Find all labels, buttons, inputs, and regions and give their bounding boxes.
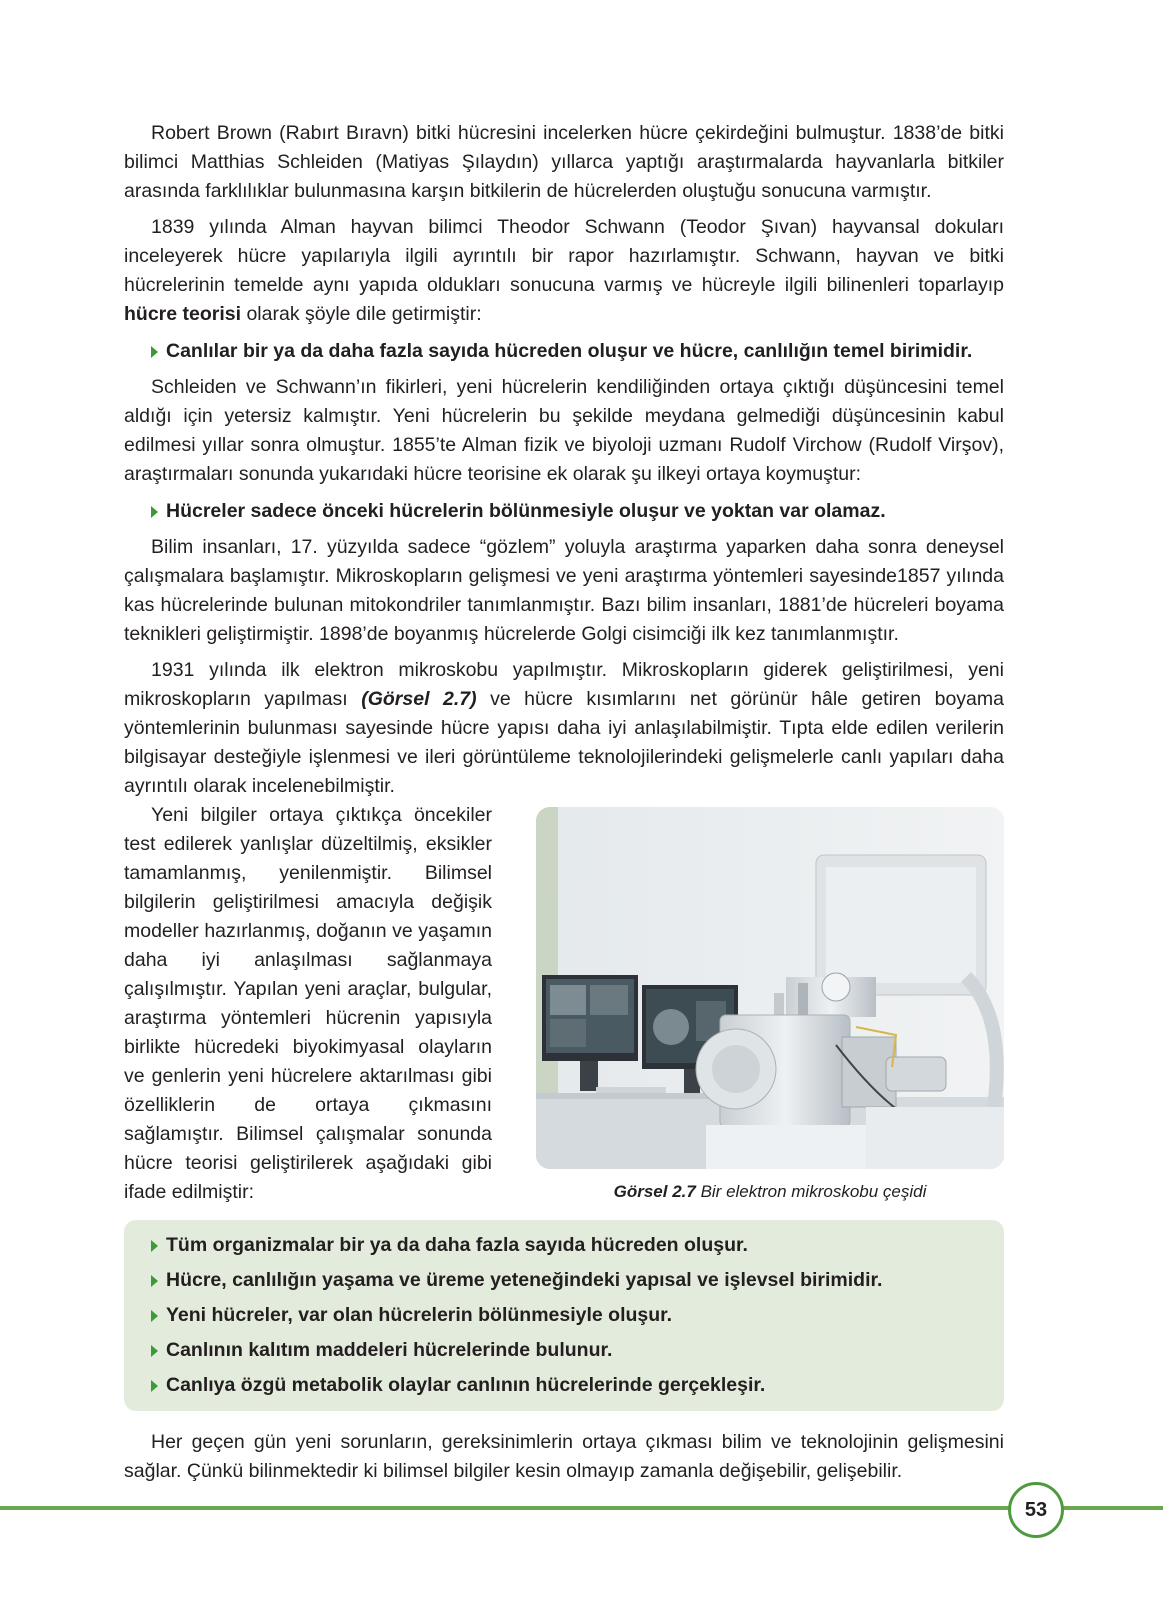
theory-bullet-1: Canlılar bir ya da daha fazla sayıda hücreden oluşur ve hücre, canlılığın temel birimidir. [151,337,1004,366]
box-bullet: Hücre, canlılığın yaşama ve üreme yeteneğindeki yapısal ve işlevsel birimidir. [151,1266,984,1295]
theory-bullet-2: Hücreler sadece önceki hücrelerin bölünmesiyle oluşur ve yoktan var olamaz. [151,497,1004,526]
figure-2-7 [536,807,1004,1206]
page-body [124,119,1004,1486]
box-bullet: Yeni hücreler, var olan hücrelerin bölünmesiyle oluşur. [151,1301,984,1330]
microscope-illustration [536,807,1004,1169]
box-bullet: Tüm organizmalar bir ya da daha fazla sayıda hücreden oluşur. [151,1231,984,1260]
box-bullet: Canlının kalıtım maddeleri hücrelerinde bulunur. [151,1336,984,1365]
arrow-right-icon [151,506,158,518]
figure-reference: (Görsel 2.7) [361,688,477,710]
arrow-right-icon [151,1345,158,1357]
arrow-right-icon [151,346,158,358]
footer-rule [0,1506,1163,1510]
arrow-right-icon [151,1275,158,1287]
paragraph-new-knowledge: Yeni bilgiler ortaya çıktıkça öncekiler test edilerek yanlışlar düzeltilmiş, eksikler tamamlanmış, yenilenmiştir. Bilimsel bilgilerin geliştirilmesi amacıyla değişik modeller hazırlanmış, doğanın ve yaşamın daha iyi anlaşılması sağlanmaya çalışılmıştır. Yapılan yeni araçlar, bulgular, araştırma yöntemleri hücrenin yapısıyla birlikte hücredeki biyokimyasal olayların ve genlerin yeni hücrelere aktarılması gibi özelliklerin de ortaya çıkmasını sağlamıştır. Bilimsel çalışmalar sonunda hücre teorisi geliştirilerek aşağıdaki gibi ifade edilmiştir: [124,804,492,1203]
arrow-right-icon [151,1240,158,1252]
left-column [124,801,492,1207]
paragraph-electron-microscope: 1931 yılında ilk elektron mikroskobu yapılmıştır. Mikroskopların giderek geliştirilmesi, yeni mikroskopların yapılması (Görsel 2.7) ve hücre kısımlarını net görünür hâle getiren boyama yöntemlerinin bulunması sayesinde hücre yapısı daha iyi anlaşılabilmiştir. Tıpta elde edilen verilerin bilgisayar desteğiyle işlenmesi ve ileri görüntüleme teknolojilerindeki gelişmelerle canlı yapıları daha ayrıntılı olarak incelenebilmiştir. [124,659,1004,797]
cell-theory-box [124,1220,1004,1411]
figure-caption [536,1177,1004,1206]
paragraph-schwann: 1839 yılında Alman hayvan bilimci Theodor Schwann (Teodor Şıvan) hayvansal dokuları inceleyerek hücre yapılarıyla ilgili ayrıntılı bir rapor hazırlamıştır. Schwann, hayvan ve bitki hücrelerinin temelde aynı yapıda oldukları sonucuna varmış ve hücreyle ilgili bilinenleri toparlayıp hücre teorisi olarak şöyle dile getirmiştir: [124,216,1004,325]
box-bullet: Canlıya özgü metabolik olaylar canlının hücrelerinde gerçekleşir. [151,1371,984,1400]
electron-microscope-photo [536,807,1004,1169]
page-number: 53 [1008,1482,1064,1538]
arrow-right-icon [151,1380,158,1392]
paragraph-virchow: Schleiden ve Schwann’ın fikirleri, yeni hücrelerin kendiliğinden ortaya çıktığı düşüncesini temel aldığı için yetersiz kalmıştır. Yeni hücrelerin bu şekilde meydana gelmediği düşüncesinin kabul edilmesi yıllar sonra olmuştur. 1855’te Alman fizik ve biyoloji uzmanı Rudolf Virchow (Rudolf Virşov), araştırmaları sonunda yukarıdaki hücre teorisine ek olarak şu ilkeyi ortaya koymuştur: [124,376,1004,485]
text-with-figure [124,801,1004,1206]
paragraph-conclusion: Her geçen gün yeni sorunların, gereksinimlerin ortaya çıkması bilim ve teknolojinin gelişmesini sağlar. Çünkü bilinmektedir ki bilimsel bilgiler kesin olmayıp zamanla değişebilir, gelişebilir. [124,1431,1004,1482]
paragraph-brown: Robert Brown (Rabırt Bıravn) bitki hücresini incelerken hücre çekirdeğini bulmuştur. 1838’de bitki bilimci Matthias Schleiden (Matiyas Şılaydın) yıllarca yaptığı araştırmalarda hayvanlarla bitkiler arasında farklılıklar bulunmasına karşın bitkilerin de hücrelerden oluştuğu sonucuna varmıştır. [124,122,1004,202]
caption-text: Bir elektron mikroskobu çeşidi [695,1182,927,1201]
caption-label: Görsel 2.7 [613,1182,696,1201]
term-cell-theory: hücre teorisi [124,303,242,325]
paragraph-scientists: Bilim insanları, 17. yüzyılda sadece “gözlem” yoluyla araştırma yaparken daha sonra deneysel çalışmalara başlamıştır. Mikroskopların gelişmesi ve yeni araştırma yöntemleri sayesinde1857 yılında kas hücrelerinde bulunan mitokondriler tanımlanmıştır. Bazı bilim insanları, 1881’de hücreleri boyama teknikleri geliştirmiştir. 1898’de boyanmış hücrelerde Golgi cisimciği ilk kez tanımlanmıştır. [124,536,1004,645]
arrow-right-icon [151,1310,158,1322]
